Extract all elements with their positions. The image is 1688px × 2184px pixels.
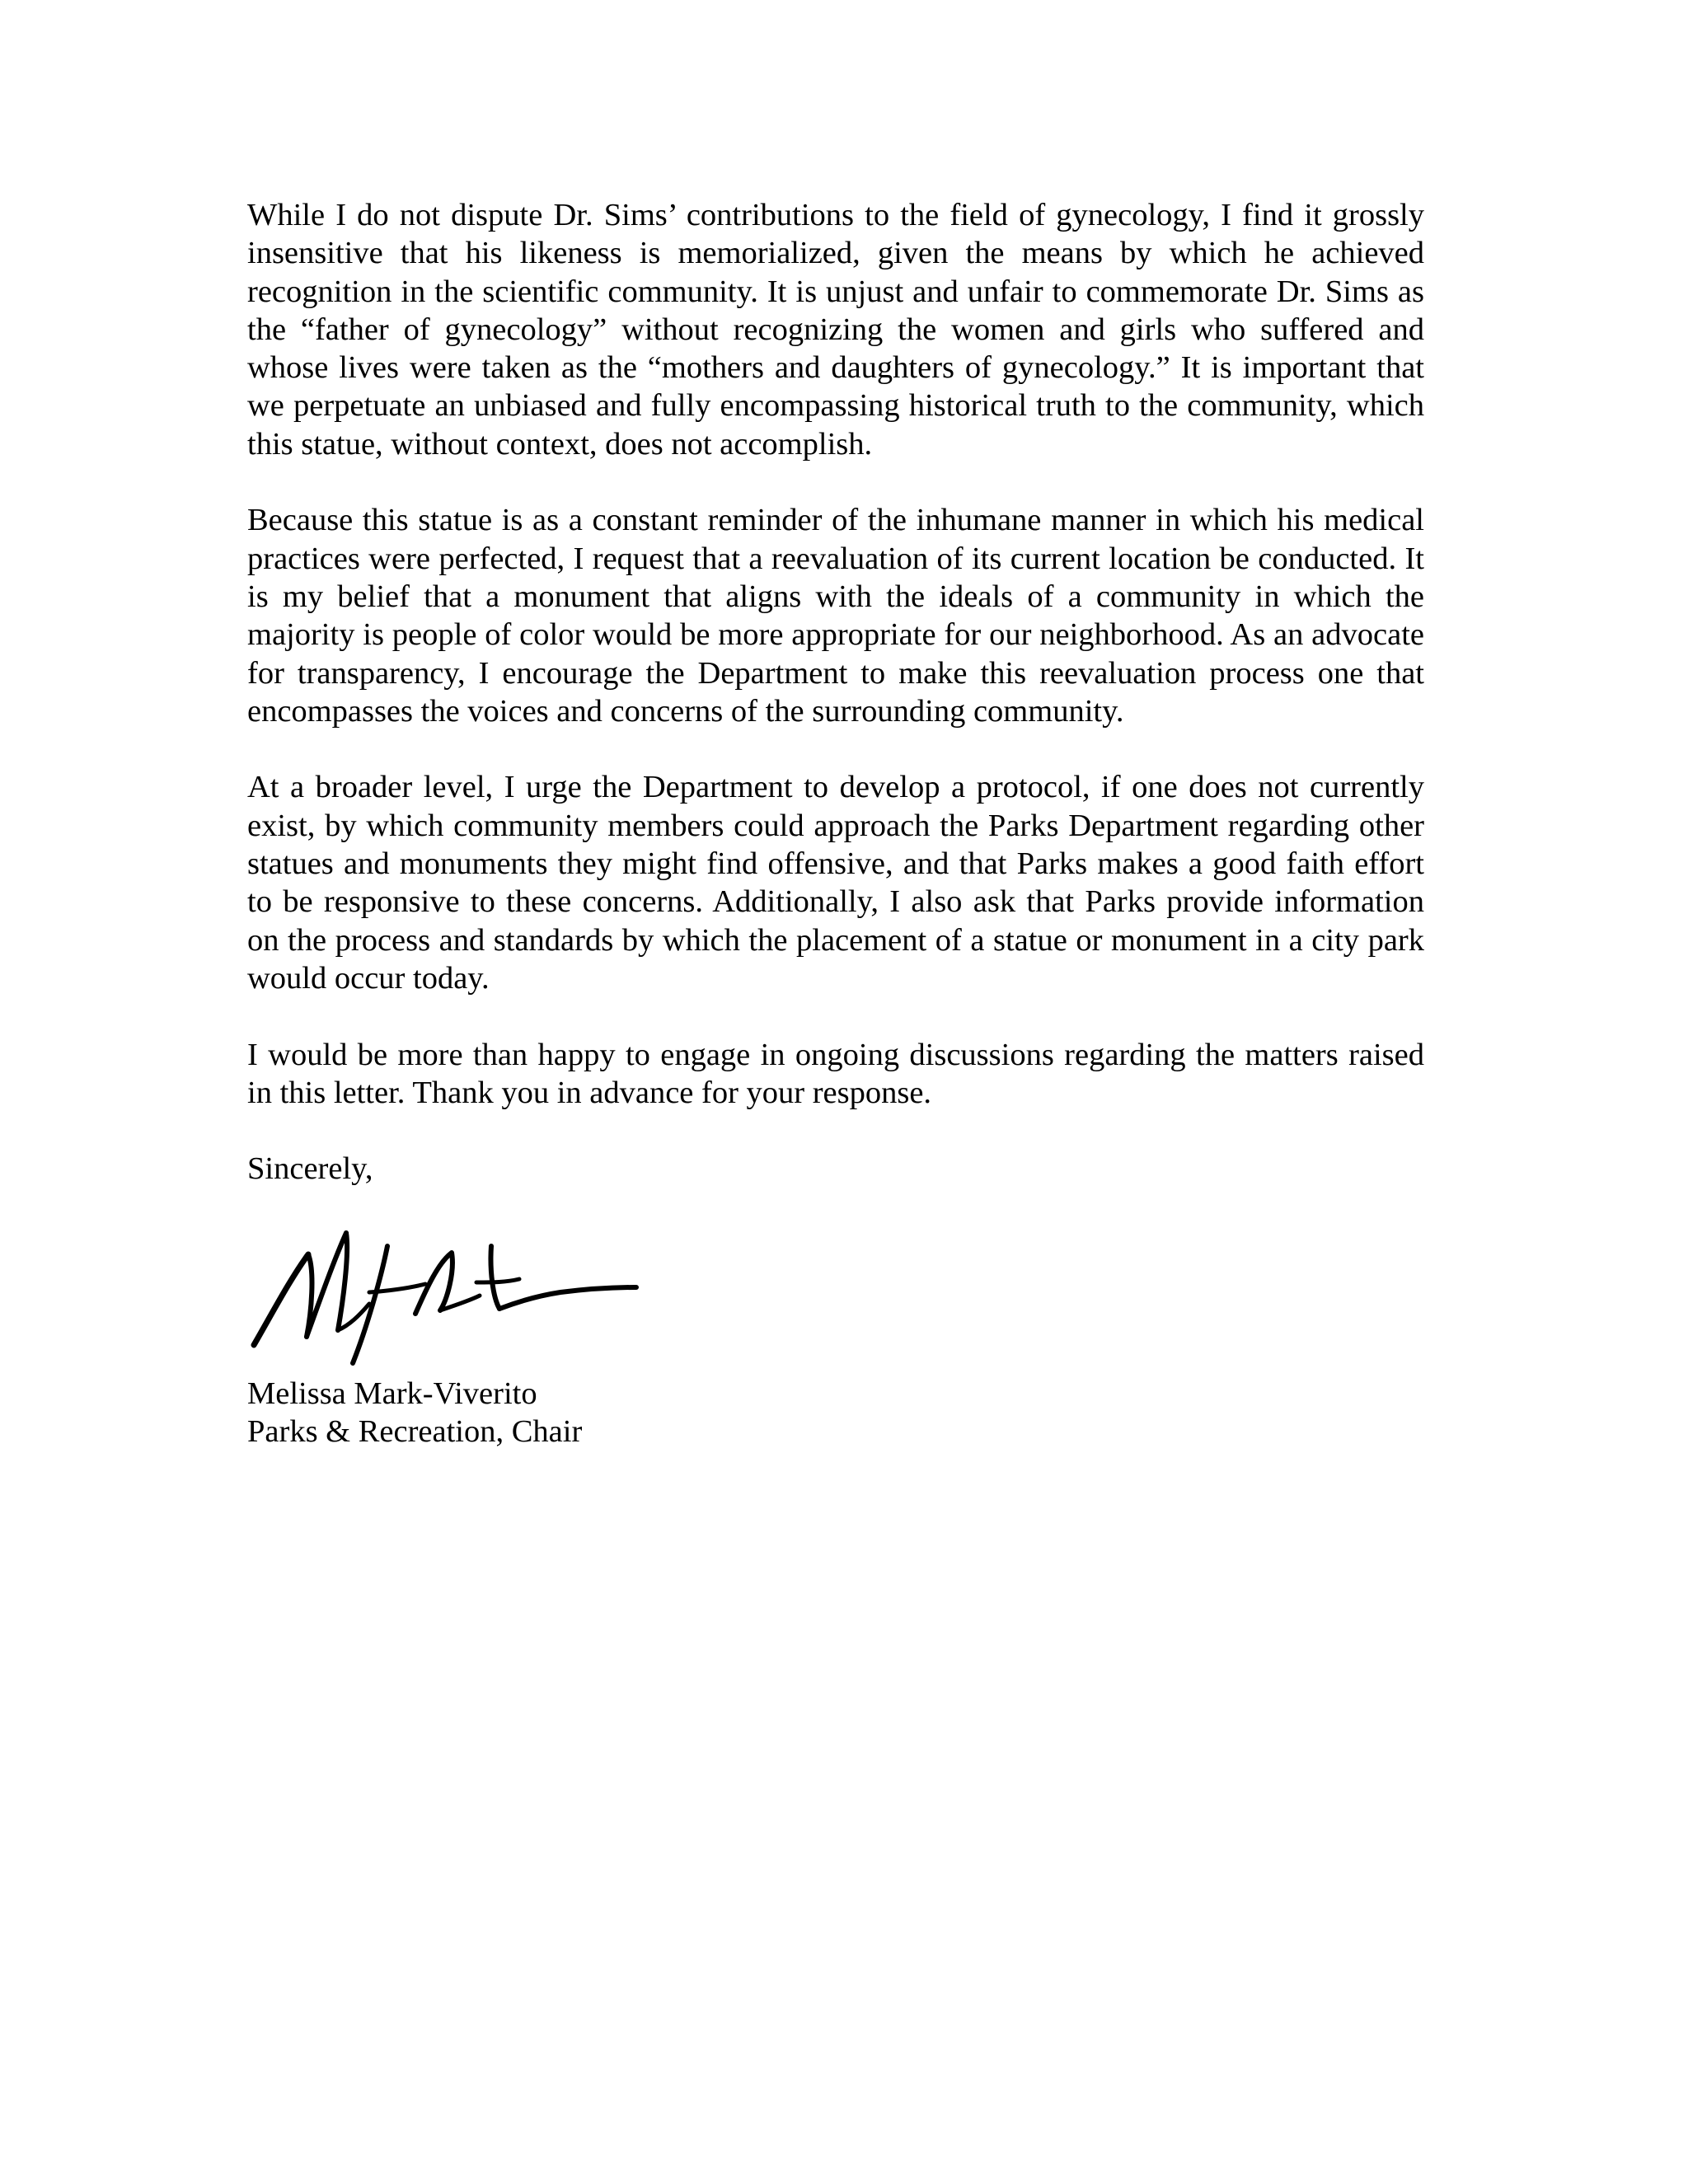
signer-name: Melissa Mark-Viverito bbox=[247, 1376, 537, 1411]
paragraph-sims-contributions: While I do not dispute Dr. Sims’ contributions to the field of gynecology, I find it grossly insensitive that his likeness is memorialized, given the means by which he achieved recognition in the scientific community. It is unjust and unfair to commemorate Dr. Sims as the “father of gynecology” without recognizing the women and girls who suffered and whose lives were taken as the “mothers and daughters of gynecology.” It is important that we perpetuate an unbiased and fully encompassing historical truth to the community, which this statue, without context, does not accomplish. bbox=[247, 198, 1424, 462]
paragraph-statue-reevaluation: Because this statue is as a constant reminder of the inhumane manner in which his medical practices were perfected, I request that a reevaluation of its current location be conducted. It is my belief that a monument that aligns with the ideals of a community in which the majority is people of color would be more appropriate for our neighborhood. As an advocate for transparency, I encourage the Department to make this reevaluation process one that encompasses the voices and concerns of the surrounding community. bbox=[247, 503, 1424, 729]
signer-title: Parks & Recreation, Chair bbox=[247, 1414, 583, 1449]
handwritten-signature bbox=[249, 1221, 640, 1366]
paragraph-protocol-request: At a broader level, I urge the Department to develop a protocol, if one does not currently exist, by which community members could approach the Parks Department regarding other statues and monuments they might find offensive, and that Parks makes a good faith effort to be responsive to these concerns. Additionally, I also ask that Parks provide information on the process and standards by which the placement of a statue or monument in a city park would occur today. bbox=[247, 770, 1424, 996]
letter-body bbox=[247, 196, 1424, 1188]
paragraph-closing-remarks: I would be more than happy to engage in ongoing discussions regarding the matters raised in this letter. Thank you in advance for your response. bbox=[247, 1037, 1424, 1110]
closing-salutation: Sincerely, bbox=[247, 1151, 373, 1187]
signature-block bbox=[247, 1375, 582, 1451]
